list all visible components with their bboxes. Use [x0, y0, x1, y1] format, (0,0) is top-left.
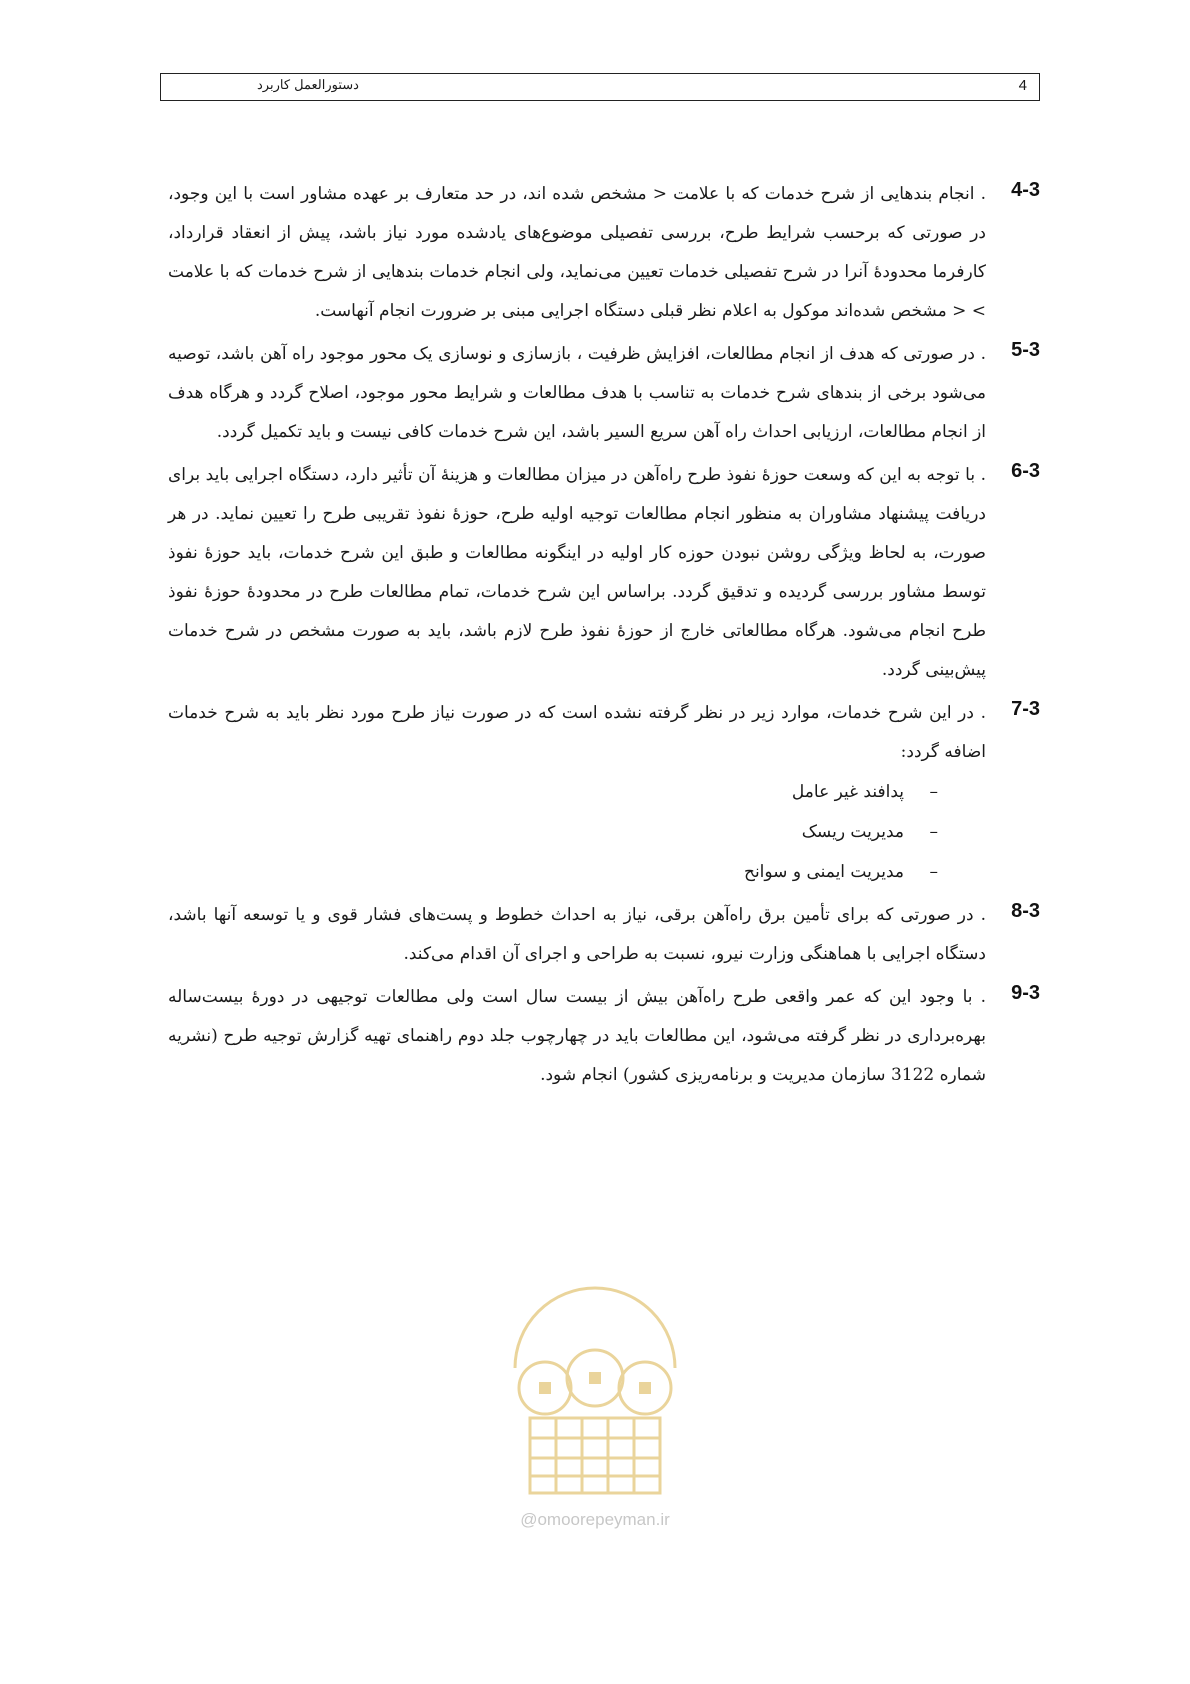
document-title: دستورالعمل کاربرد: [257, 78, 359, 93]
clause-9-3: [168, 978, 1040, 1095]
list-item: [168, 812, 938, 852]
dash-marker: –: [929, 822, 938, 842]
excluded-items-list: [168, 772, 986, 892]
list-item-text: مدیریت ریسک: [801, 822, 904, 842]
list-item-text: پدافند غیر عامل: [791, 782, 904, 802]
clause-text: . با وجود این که عمر واقعی طرح راه‌آهن بیش از بیست سال است ولی مطالعات توجیهی در دورهٔ بیست‌ساله بهره‌برداری در نظر گرفته می‌شود، این مطالعات باید در چهارچوب جلد دوم راهنمای تهیه گزارش توجیه طرح (نشریه شماره 3122 سازمان مدیریت و برنامه‌ریزی کشور) انجام شود.: [168, 987, 986, 1085]
list-item: [168, 772, 938, 812]
clause-text: . با توجه به این که وسعت حوزهٔ نفوذ طرح راه‌آهن در میزان مطالعات و هزینهٔ آن تأثیر دارد، دستگاه اجرایی باید برای دریافت پیشنهاد مشاوران به منظور انجام مطالعات توجیه اولیه طرح، حوزهٔ نفوذ تقریبی طرح را تعیین نماید. در هر صورت، به لحاظ ویژگی روشن نبودن حوزه کار اولیه در اینگونه مطالعات و طبق این شرح خدمات، باید حوزهٔ نفوذ توسط مشاور بررسی گردیده و تدقیق گردد. براساس این شرح خدمات، تمام مطالعات طرح در محدودهٔ حوزهٔ نفوذ طرح انجام می‌شود. هرگاه مطالعاتی خارج از حوزهٔ نفوذ طرح لازم باشد، باید به صورت مشخص در شرح خدمات پیش‌بینی گردد.: [168, 465, 986, 680]
dash-marker: –: [929, 862, 938, 882]
clause-6-3: [168, 456, 1040, 690]
clause-4-3: [168, 175, 1040, 331]
page-number: 4: [1018, 77, 1027, 94]
gear-seal-icon: [475, 1248, 715, 1508]
clause-number: 8-3: [1011, 900, 1040, 922]
clause-text: . در صورتی که برای تأمین برق راه‌آهن برقی، نیاز به احداث خطوط و پست‌های فشار قوی و یا توسعه آنها باشد، دستگاه اجرایی با هماهنگی وزارت نیرو، نسبت به طراحی و اجرای آن اقدام می‌کند.: [168, 905, 986, 964]
clause-number: 4-3: [1011, 179, 1040, 201]
clause-number: 5-3: [1011, 339, 1040, 361]
page-header: [160, 73, 1040, 101]
list-item: [168, 852, 938, 892]
watermark-logo: [475, 1248, 715, 1548]
clause-number: 9-3: [1011, 982, 1040, 1004]
clause-5-3: [168, 335, 1040, 452]
dash-marker: –: [929, 782, 938, 802]
list-item-text: مدیریت ایمنی و سوانح: [743, 862, 904, 882]
watermark-site: @omoorepeyman.ir: [520, 1510, 670, 1529]
clause-text: . در صورتی که هدف از انجام مطالعات، افزایش ظرفیت ، بازسازی و نوسازی یک محور موجود راه آهن باشد، توصیه می‌شود برخی از بندهای شرح خدمات به تناسب با هدف مطالعات و شرایط محور موجود، اصلاح گردد و هرگاه هدف از انجام مطالعات، ارزیابی احداث راه آهن سریع السیر باشد، این شرح خدمات کافی نیست و باید تکمیل گردد.: [168, 344, 986, 442]
clause-text: . در این شرح خدمات، موارد زیر در نظر گرفته نشده است که در صورت نیاز طرح مورد نظر باید به شرح خدمات اضافه گردد:: [168, 703, 986, 762]
clause-text: . انجام بندهایی از شرح خدمات که با علامت < مشخص شده اند، در حد متعارف بر عهده مشاور است با این وجود، در صورتی که برحسب شرایط طرح، بررسی تفصیلی موضوع‌های یادشده مورد نیاز باشد، پیش از انعقاد قرارداد، کارفرما محدودهٔ آنرا در شرح تفصیلی خدمات تعیین می‌نماید، ولی انجام خدمات بندهایی از شرح خدمات که با علامت > < مشخص شده‌اند موکول به اعلام نظر قبلی دستگاه اجرایی مبنی بر ضرورت انجام آنهاست.: [168, 184, 986, 321]
clause-8-3: [168, 896, 1040, 974]
clause-number: 7-3: [1011, 698, 1040, 720]
main-content: [168, 175, 1040, 1099]
clause-number: 6-3: [1011, 460, 1040, 482]
clause-7-3: [168, 694, 1040, 892]
